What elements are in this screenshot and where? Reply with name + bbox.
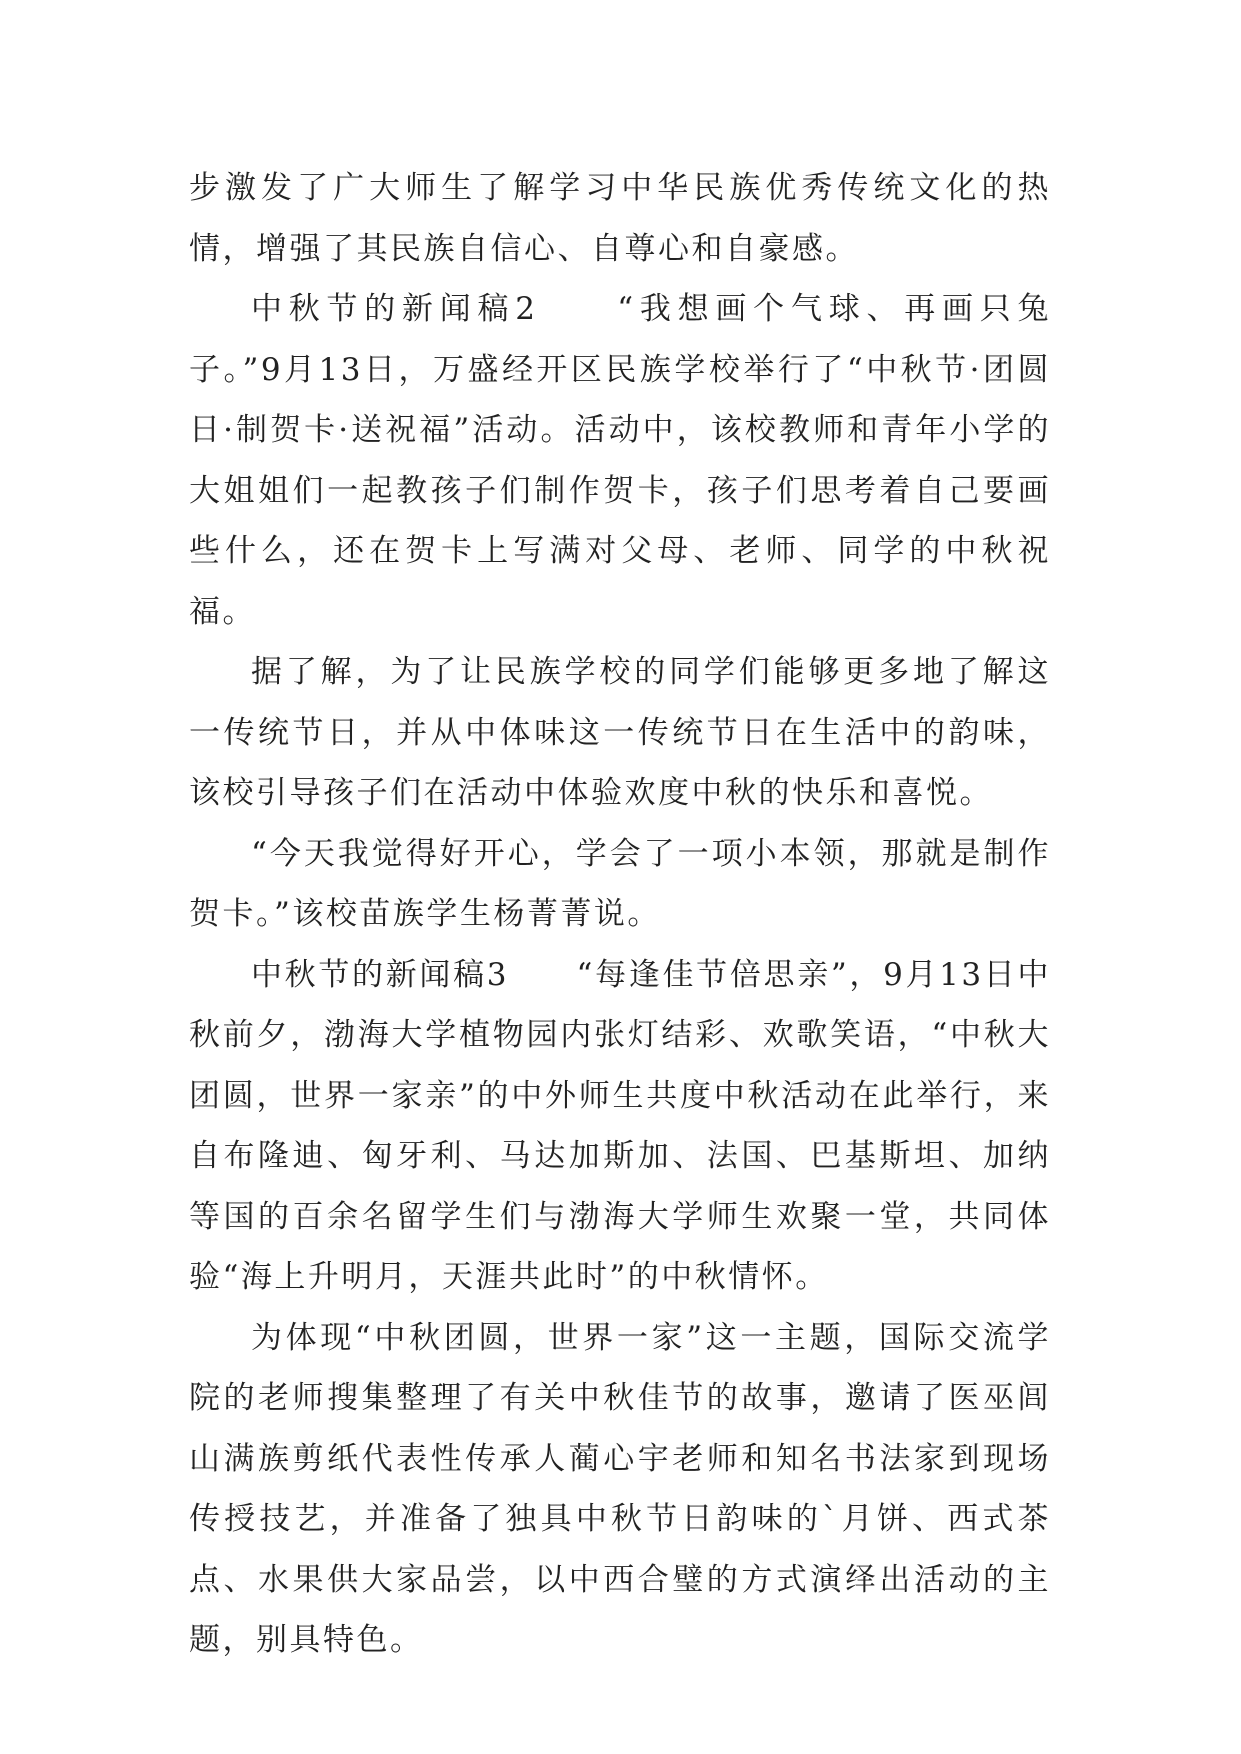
paragraph-news-2-background: 据了解，为了让民族学校的同学们能够更多地了解这一传统节日，并从中体味这一传统节日在生活中的韵味，该校引导孩子们在活动中体验欢度中秋的快乐和喜悦。 — [189, 654, 1051, 811]
paragraph-news-3-intro: 中秋节的新闻稿3 “每逢佳节倍思亲”，9月13日中秋前夕，渤海大学植物园内张灯结彩、欢歌笑语，“中秋大团圆，世界一家亲”的中外师生共度中秋活动在此举行，来自布隆迪、匈牙利、马达加斯加、法国、巴基斯坦、加纳等国的百余名留学生们与渤海大学师生欢聚一堂，共同体验“海上升明月，天涯共此时”的中秋情怀。 — [189, 956, 1051, 1295]
paragraph-news-3-theme: 为体现“中秋团圆，世界一家”这一主题，国际交流学院的老师搜集整理了有关中秋佳节的故事，邀请了医巫闾山满族剪纸代表性传承人蔺心宇老师和知名书法家到现场传授技艺，并准备了独具中秋节日韵味的`月饼、西式茶点、水果供大家品尝，以中西合璧的方式演绎出活动的主题，别具特色。 — [189, 1319, 1051, 1658]
document-page — [189, 158, 1051, 1671]
paragraph-news-2-intro: 中秋节的新闻稿2 “我想画个气球、再画只兔子。”9月13日，万盛经开区民族学校举行了“中秋节·团圆日·制贺卡·送祝福”活动。活动中，该校教师和青年小学的大姐姐们一起教孩子们制作贺卡，孩子们思考着自己要画些什么，还在贺卡上写满对父母、老师、同学的中秋祝福。 — [189, 291, 1051, 630]
paragraph-news-2-quote: “今天我觉得好开心，学会了一项小本领，那就是制作贺卡。”该校苗族学生杨菁菁说。 — [189, 835, 1051, 932]
paragraph-continuation: 步激发了广大师生了解学习中华民族优秀传统文化的热情，增强了其民族自信心、自尊心和自豪感。 — [189, 170, 1051, 267]
